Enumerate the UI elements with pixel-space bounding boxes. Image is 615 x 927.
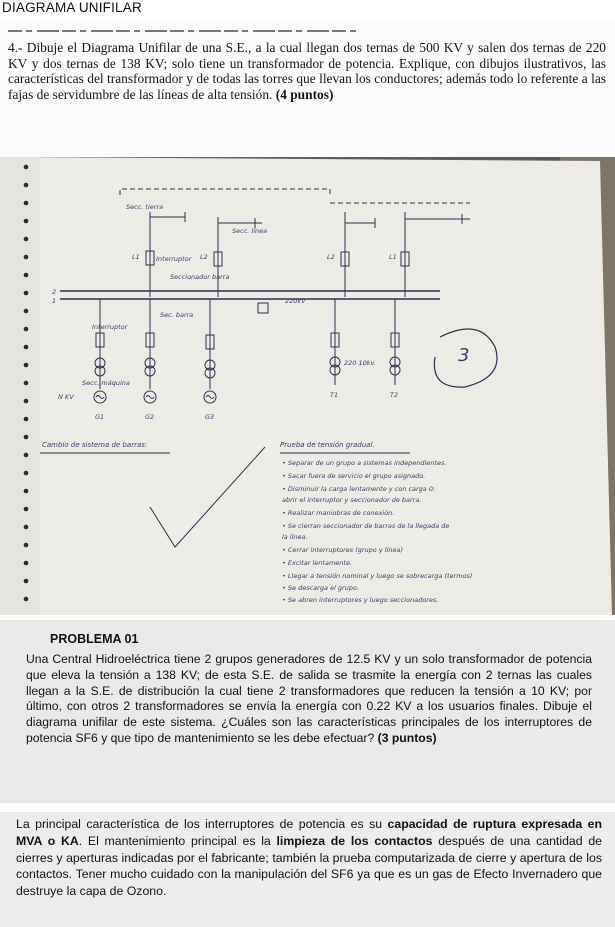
label-nkv: N KV	[58, 393, 74, 401]
note-7: la línea.	[282, 533, 308, 541]
problem-text	[26, 652, 592, 747]
label-g3: G3	[205, 413, 215, 421]
label-l1-left: L1	[132, 253, 140, 261]
answer-bold-1: capacidad de ruptura expresada en MVA o KA	[16, 817, 602, 848]
label-g2: G2	[145, 413, 155, 421]
label-interruptor-mid: Interruptor	[92, 323, 128, 331]
question-4-body: 4.- Dibuje el Diagrama Unifilar de una S.E., a la cual llegan dos ternas de 500 KV y salen dos ternas de 220 KV y dos ternas de 138 KV; solo tiene un transformador de potencia. Explique, con dibujos ilustrativos, las características del transformador y de todas las torres que llevan los conductores; además todo lo referente a las fajas de servidumbre de las líneas de alta tensión.	[8, 40, 606, 102]
label-seccionador-barra: Seccionador barra	[170, 273, 230, 281]
note-10: • Llegar a tensión nominal y luego se sobrecarga (termos)	[282, 572, 473, 580]
label-l2-left: L2	[200, 253, 208, 261]
document-title: DIAGRAMA UNIFILAR	[2, 0, 142, 15]
label-circle-3: 3	[458, 345, 470, 366]
label-secc-maquina: Secc. máquina	[82, 379, 130, 387]
label-t1: T1	[330, 391, 339, 399]
label-interruptor-top: Interruptor	[156, 255, 192, 263]
note-4: abrir el interruptor y seccionador de barra.	[282, 496, 422, 504]
note-9: • Excitar lentamente.	[282, 559, 353, 567]
label-bar-2: 2	[52, 288, 57, 296]
problem-body: Una Central Hidroeléctrica tiene 2 grupos generadores de 12.5 KV y un solo transformador de potencia que eleva la tensión a 138 KV; de esta S.E. de salida se trasmite la energía con 2 ternas las cuales llegan a la S.E. de distribución la cual tiene 2 transformadores que reducen la tensión a 10 KV; por último, con otros 2 transformadores se envía la energía con 0.22 KV a los usuarios finales. Dibuje el diagrama unifilar de este sistema. ¿Cuáles son las características principales de los interruptores de potencia SF6 y que tipo de mantenimiento se les debe efectuar?	[26, 652, 592, 745]
problem-title: PROBLEMA 01	[50, 632, 139, 646]
label-secc-barra: Sec. barra	[160, 311, 194, 319]
label-t-voltage: 220 10kv.	[344, 359, 376, 367]
problem-points: (3 puntos)	[377, 730, 437, 745]
note-5: • Realizar maniobras de conexión.	[282, 509, 395, 517]
left-title: Cambio de sistema de barras:	[42, 441, 148, 449]
label-bus-voltage: 220kV	[285, 297, 306, 305]
note-3: • Disminuir la carga lentamente y con carga 0:	[282, 485, 436, 493]
answer-part-3: después de una cantidad de cierres y aperturas indicadas por el fabricante; también la prueba computarizada de cierre y apertura de los contactos. Tener mucho cuidado con la manipulación del SF6 ya que es un gas de Efecto Invernadero que destruye la capa de Ozono.	[16, 833, 603, 899]
notebook-photo	[0, 157, 615, 615]
question-4-points: (4 puntos)	[275, 86, 334, 102]
right-title: Prueba de tensión gradual.	[280, 441, 375, 449]
note-1: • Separar de un grupo a sistemas independientes.	[282, 459, 447, 467]
note-8: • Cerrar interruptores (grupo y línea)	[282, 546, 404, 554]
answer-text	[16, 816, 602, 900]
label-secc-linea: Secc. línea	[232, 227, 268, 235]
note-2: • Sacar fuera de servicio el grupo asignado.	[282, 472, 426, 480]
label-l2-right: L2	[327, 253, 335, 261]
answer-bold-2: limpieza de los contactos	[276, 833, 433, 848]
note-11: • Se descarga el grupo.	[282, 584, 359, 592]
answer-part-1: La principal característica de los interruptores de potencia es su	[16, 817, 388, 831]
label-secc-tierra: Secc. tierra	[126, 203, 164, 211]
label-g1: G1	[95, 413, 105, 421]
question-4-text	[8, 40, 606, 102]
note-12: • Se abren interruptores y luego seccionadores.	[282, 596, 439, 604]
note-6: • Se cierran seccionador de barras de la llegada de	[282, 522, 450, 530]
label-t2: T2	[390, 391, 399, 399]
cropped-text-line	[0, 20, 615, 40]
label-bar-1: 1	[52, 297, 57, 305]
sketch-svg	[0, 157, 615, 615]
answer-part-2: . El mantenimiento principal es la	[78, 833, 277, 848]
label-l1-right: L1	[389, 253, 397, 261]
